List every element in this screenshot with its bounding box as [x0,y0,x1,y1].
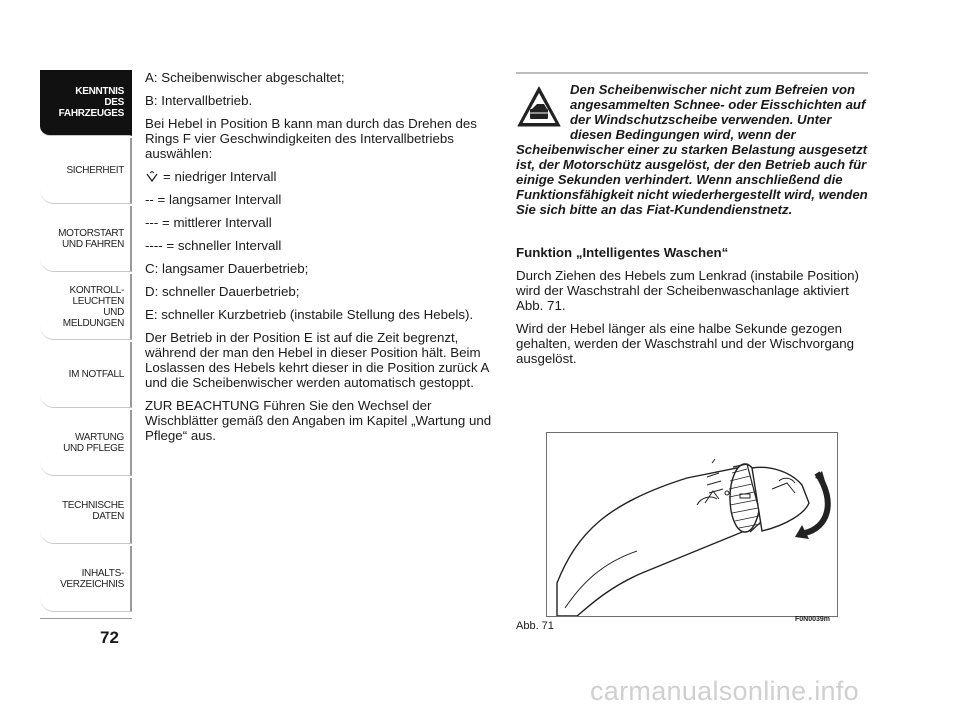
figure-caption: Abb. 71 [516,620,554,632]
wiper-stalk-illustration [547,433,837,616]
wiper-intermittent-icon [145,171,159,183]
paragraph: Durch Ziehen des Hebels zum Lenkrad (instabile Position) wird der Waschstrahl der Scheibenwaschanlage aktiviert Abb. 71. [516,268,859,313]
paragraph: Wird der Hebel länger als eine halbe Sekunde gezogen gehalten, werden der Waschstrahl und der Wischvorgang ausgelöst. [516,321,855,366]
paragraph: B: Intervallbetrieb. [145,93,253,108]
paragraph-intermittent [145,169,500,184]
paragraph: C: langsamer Dauerbetrieb; [145,261,309,276]
warning-box [516,82,868,217]
figure-wiper-stalk [546,432,838,617]
tab-label: TECHNISCHE DATEN [61,499,124,522]
tab-kontrollleuchten[interactable] [40,274,132,340]
tab-wartung[interactable] [40,410,132,476]
paragraph: -- = langsamer Intervall [145,192,282,207]
paragraph: --- = mittlerer Intervall [145,215,272,230]
warning-triangle-icon [516,84,562,130]
warning-text: Den Scheibenwischer nicht zum Befreien von angesammelten Schnee- oder Eisschichten auf der Windschutzscheibe verwenden. Unter diesen Bedingungen wird, wenn der Scheibenwischer einer zu starken Belastung ausgesetzt ist, der Motorschütz ausgelöst, der den Betrieb auch für einige Sekunden verhindert. Wenn anschließend die Funktionsfähigkeit nicht wiederhergestellt wird, wenden Sie sich bitte an das Fiat-Kundendienstnetz. [516,82,868,217]
paragraph: D: schneller Dauerbetrieb; [145,284,300,299]
tab-label: WARTUNG UND PFLEGE [63,431,124,454]
tab-label: MOTORSTART UND FAHREN [58,227,124,250]
left-column [145,70,500,451]
tab-label: SICHERHEIT [66,165,124,176]
tab-label: KENNTNIS DES FAHRZEUGES [58,86,124,119]
page-divider [40,618,132,619]
tab-im-notfall[interactable] [40,342,132,408]
interval-low-text: = niedriger Intervall [163,169,277,184]
paragraph: Bei Hebel in Position B kann man durch das Drehen des Rings F vier Geschwindigkeiten des Intervallbetriebs auswählen: [145,116,477,161]
watermark: carmanualsonline.info [590,676,859,706]
tab-inhaltsverzeichnis[interactable] [40,546,132,612]
tab-label: INHALTS- VERZEICHNIS [60,567,124,590]
paragraph: A: Scheibenwischer abgeschaltet; [145,70,345,85]
figure-code: F0N0039m [795,616,831,623]
tab-motorstart[interactable] [40,206,132,272]
page-number: 72 [100,628,119,647]
tab-technische-daten[interactable] [40,478,132,544]
tab-label: IM NOTFALL [68,369,124,380]
paragraph: ---- = schneller Intervall [145,238,282,253]
section-title: Funktion „Intelligentes Waschen“ [516,245,729,260]
chapter-tabs [40,70,132,614]
tab-label: KONTROLL- LEUCHTEN UND MELDUNGEN [62,284,124,329]
paragraph: E: schneller Kurzbetrieb (instabile Stellung des Hebels). [145,307,474,322]
right-column [516,72,868,374]
paragraph: ZUR BEACHTUNG Führen Sie den Wechsel der Wischblätter gemäß den Angaben im Kapitel „Wartung und Pflege“ aus. [145,398,492,443]
paragraph: Der Betrieb in der Position E ist auf die Zeit begrenzt, während der man den Hebel in dieser Position hält. Beim Loslassen des Hebels kehrt dieser in die Position zurück A und die Scheibenwischer werden automatisch gestoppt. [145,330,489,390]
tab-kenntnis[interactable] [40,70,132,136]
tab-sicherheit[interactable] [40,138,132,204]
